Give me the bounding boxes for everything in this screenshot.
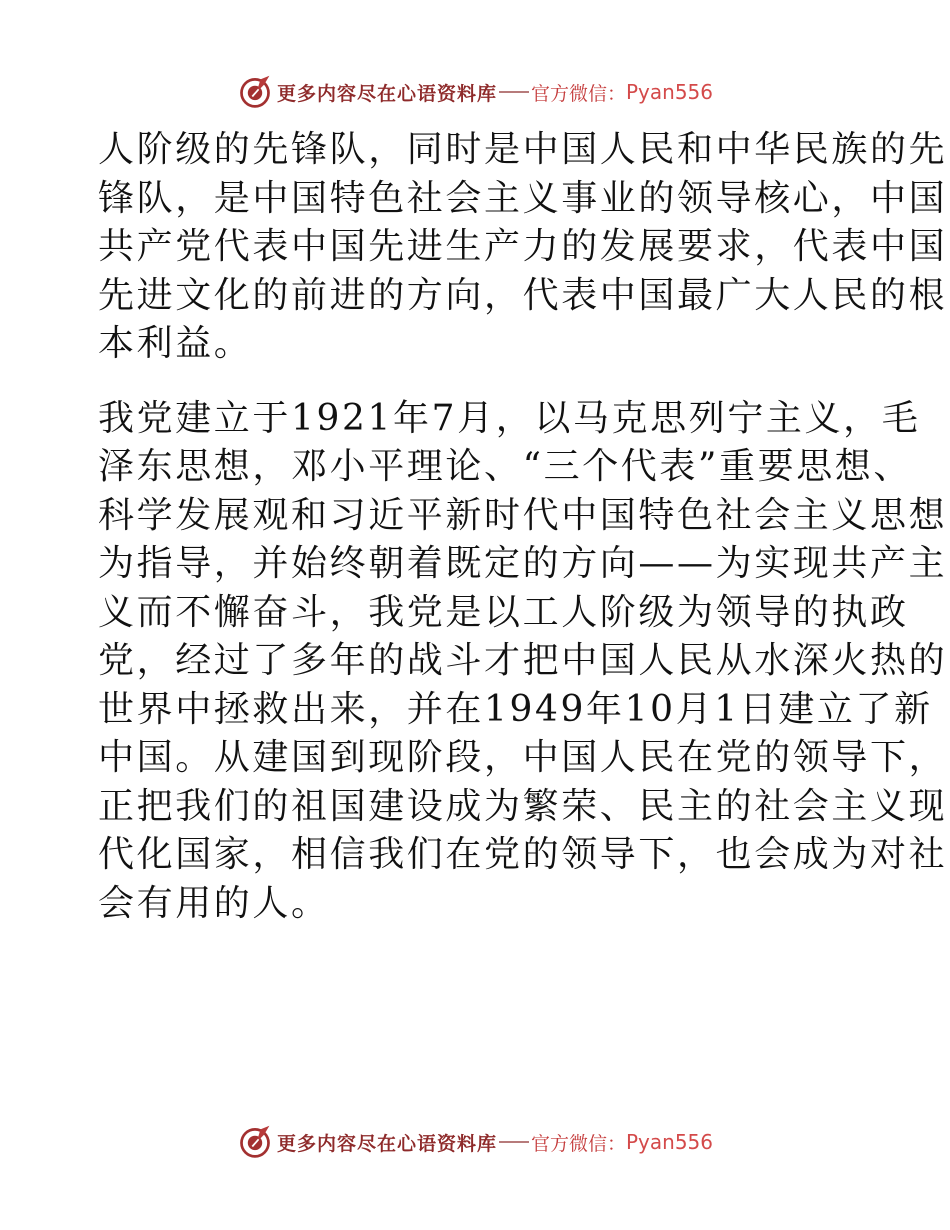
banner-wechat-label: 官方微信：	[530, 82, 626, 105]
footer-banner	[0, 1120, 950, 1164]
text-line: 本利益。	[98, 323, 253, 364]
header-banner	[0, 70, 950, 114]
text-line: 世界中拯救出来，并在1949年10月1日建立了新	[98, 688, 933, 730]
banner-title: 更多内容尽在心语资料库	[276, 1132, 497, 1155]
text-line: 科学发展观和习近平新时代中国特色社会主义思想	[98, 494, 948, 536]
text-line: 泽东思想，邓小平理论、“三个代表”重要思想、	[98, 446, 913, 487]
paragraph-1	[98, 126, 948, 369]
banner-dash	[499, 1141, 529, 1143]
quill-logo-icon	[237, 74, 273, 110]
banner-wechat-id: Pyan556	[626, 1130, 714, 1154]
document-body	[98, 126, 948, 928]
text-line: 义而不懈奋斗，我党是以工人阶级为领导的执政	[98, 591, 909, 633]
text-line: 先进文化的前进的方向，代表中国最广大人民的根	[98, 274, 948, 316]
text-line: 党，经过了多年的战斗才把中国人民从水深火热的	[98, 640, 948, 681]
banner-title: 更多内容尽在心语资料库	[276, 82, 497, 105]
text-line: 我党建立于1921年7月，以马克思列宁主义，毛	[98, 397, 921, 439]
banner-wechat-id: Pyan556	[626, 80, 714, 104]
banner-dash	[499, 91, 529, 93]
text-line: 代化国家，相信我们在党的领导下，也会成为对社	[98, 834, 948, 875]
paragraph-2	[98, 395, 948, 929]
quill-logo-icon	[237, 1124, 273, 1160]
text-line: 为指导，并始终朝着既定的方向——为实现共产主	[98, 543, 948, 584]
text-line: 正把我们的祖国建设成为繁荣、民主的社会主义现	[98, 785, 948, 827]
banner-wechat-label: 官方微信：	[530, 1132, 626, 1155]
text-line: 中国。从建国到现阶段，中国人民在党的领导下，	[98, 737, 948, 778]
text-line: 人阶级的先锋队，同时是中国人民和中华民族的先	[98, 129, 948, 170]
text-line: 锋队，是中国特色社会主义事业的领导核心，中国	[98, 177, 948, 219]
text-line: 共产党代表中国先进生产力的发展要求，代表中国	[98, 226, 948, 267]
text-line: 会有用的人。	[98, 882, 330, 924]
